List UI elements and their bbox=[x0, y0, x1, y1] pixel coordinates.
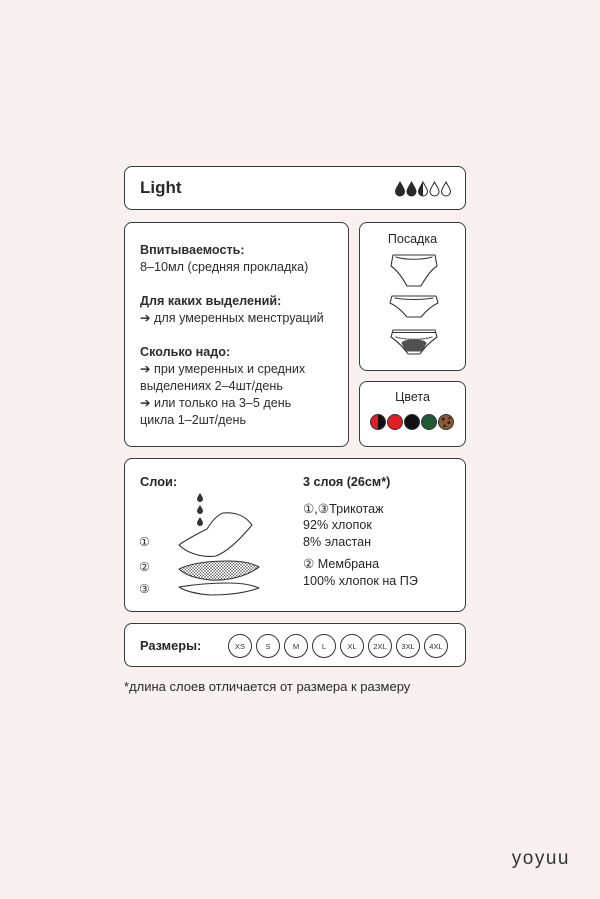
size-xs: XS bbox=[228, 634, 252, 658]
info-panel bbox=[124, 222, 349, 447]
color-swatch-green bbox=[421, 414, 437, 430]
material-line: ①,③Трикотаж bbox=[303, 501, 384, 516]
fit-label: Посадка bbox=[387, 232, 438, 246]
colors-panel bbox=[359, 381, 466, 447]
fit-panel bbox=[359, 222, 466, 371]
size-4xl: 4XL bbox=[424, 634, 448, 658]
absorbency-heading: Впитываемость: bbox=[140, 243, 245, 257]
layers-panel bbox=[124, 458, 466, 612]
color-swatches bbox=[370, 414, 454, 430]
drop-filled-icon bbox=[407, 182, 416, 196]
size-l: L bbox=[312, 634, 336, 658]
quantity-line: ➔ при умеренных и средних bbox=[140, 362, 306, 376]
layer-3-shape bbox=[179, 583, 259, 595]
size-2xl: 2XL bbox=[368, 634, 392, 658]
layer-marker-3: ③ bbox=[139, 582, 150, 596]
layer-2-shape bbox=[179, 561, 259, 580]
drop-empty-icon bbox=[430, 182, 439, 196]
color-swatch-black bbox=[404, 414, 420, 430]
quantity-line: цикла 1–2шт/день bbox=[140, 413, 247, 427]
size-list bbox=[228, 634, 448, 658]
discharge-info bbox=[140, 293, 340, 327]
quantity-heading: Сколько надо: bbox=[140, 345, 231, 359]
sizes-panel bbox=[124, 623, 466, 667]
material-membrane bbox=[303, 556, 463, 589]
material-line: 100% хлопок на ПЭ bbox=[303, 573, 418, 588]
brand-logo: yoyuu bbox=[511, 848, 570, 869]
discharge-heading: Для каких выделений: bbox=[140, 294, 282, 308]
colors-label: Цвета bbox=[395, 390, 430, 404]
color-swatch-black-red bbox=[370, 414, 386, 430]
material-knit bbox=[303, 501, 463, 551]
quantity-line: ➔ или только на 3–5 день bbox=[140, 396, 292, 410]
layer-1-shape bbox=[179, 513, 252, 557]
layer-marker-1: ① bbox=[139, 535, 150, 549]
footnote: *длина слоев отличается от размера к размеру bbox=[124, 679, 411, 694]
color-swatch-red bbox=[387, 414, 403, 430]
size-xl: XL bbox=[340, 634, 364, 658]
absorbency-line: 8–10мл (средняя прокладка) bbox=[140, 260, 309, 274]
discharge-line: ➔ для умеренных менструаций bbox=[140, 311, 324, 325]
fit-illustrations bbox=[360, 253, 467, 368]
material-line: ② Мембрана bbox=[303, 557, 380, 571]
high-waist-brief-icon bbox=[391, 255, 437, 286]
absorbency-drops-icon bbox=[395, 181, 451, 197]
quantity-info bbox=[140, 344, 340, 429]
midi-brief-icon bbox=[390, 296, 438, 317]
material-line: 8% эластан bbox=[303, 534, 372, 549]
color-swatch-leopard bbox=[438, 414, 454, 430]
product-title: Light bbox=[140, 178, 182, 197]
layers-count: 3 слоя (26см*) bbox=[303, 475, 391, 489]
size-m: M bbox=[284, 634, 308, 658]
drop-filled-icon bbox=[396, 182, 405, 196]
layers-label: Слои: bbox=[140, 474, 178, 489]
size-3xl: 3XL bbox=[396, 634, 420, 658]
size-s: S bbox=[256, 634, 280, 658]
drop-empty-icon bbox=[442, 182, 451, 196]
sizes-label: Размеры: bbox=[140, 638, 202, 653]
layers-diagram bbox=[139, 487, 269, 597]
quantity-line: выделениях 2–4шт/день bbox=[140, 379, 283, 393]
layer-marker-2: ② bbox=[139, 560, 150, 574]
absorbency-info bbox=[140, 242, 340, 276]
bikini-brief-icon bbox=[391, 330, 437, 354]
product-header bbox=[124, 166, 466, 210]
material-line: 92% хлопок bbox=[303, 518, 372, 532]
